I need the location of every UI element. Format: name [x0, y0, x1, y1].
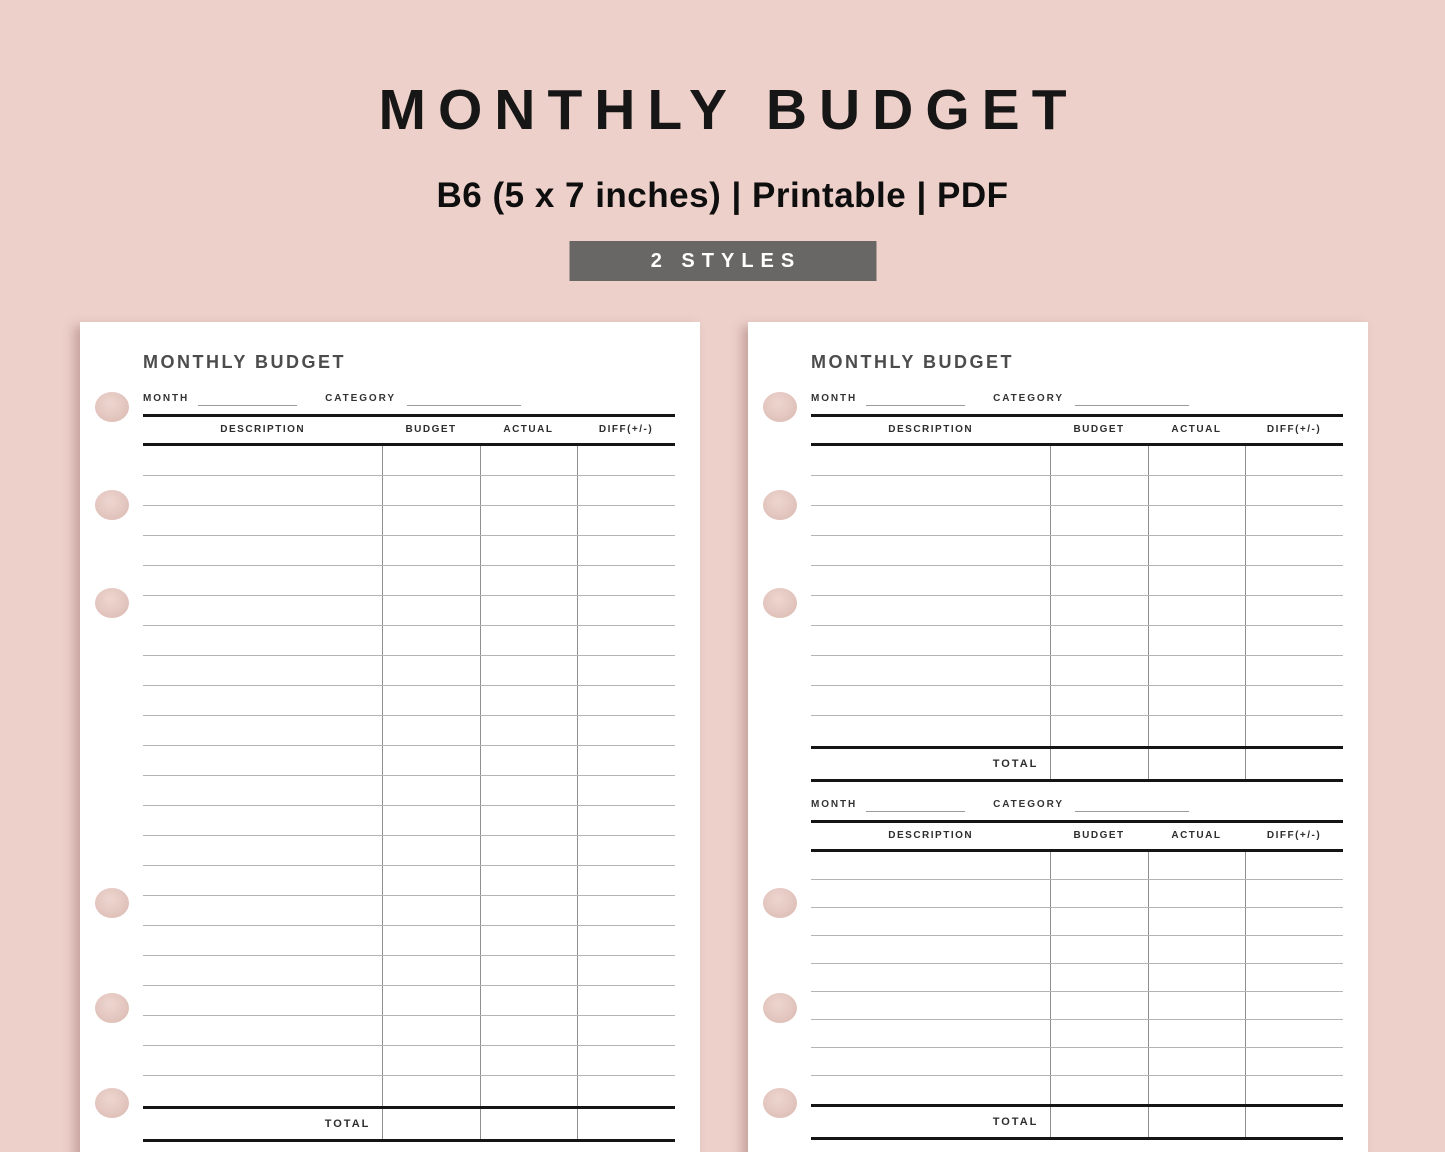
hero-subtitle: B6 (5 x 7 inches) | Printable | PDF: [436, 176, 1009, 215]
table-cell: [382, 686, 479, 715]
table-cell: [811, 536, 1050, 565]
table-cell: [480, 476, 577, 505]
total-diff-cell: [577, 1109, 675, 1139]
table-cell: [382, 896, 479, 925]
table-cell: [382, 746, 479, 775]
column-header-actual: ACTUAL: [1171, 424, 1222, 436]
table-cell: [577, 1046, 675, 1075]
table-cell: [577, 986, 675, 1015]
budget-table: [811, 820, 1343, 1140]
table-cell: [382, 626, 479, 655]
table-cell: [1050, 1076, 1147, 1104]
table-cell: [1245, 626, 1343, 655]
table-cell: [577, 746, 675, 775]
category-label: CATEGORY: [993, 798, 1064, 810]
planner-page-style-2: [748, 322, 1368, 1152]
table-row: [143, 956, 675, 986]
table-cell: [577, 536, 675, 565]
table-cell: [1050, 880, 1147, 907]
month-label: MONTH: [143, 392, 190, 404]
table-cell: [577, 446, 675, 475]
total-actual-cell: [1148, 749, 1245, 779]
binder-hole: [763, 888, 797, 918]
budget-table: [811, 414, 1343, 782]
table-cell: [1148, 936, 1245, 963]
table-row: [143, 776, 675, 806]
table-cell: [382, 776, 479, 805]
table-cell: [382, 716, 479, 745]
table-cell: [1050, 1048, 1147, 1075]
table-cell: [1148, 880, 1245, 907]
table-row: [143, 926, 675, 956]
table-cell: [577, 626, 675, 655]
binder-hole: [95, 993, 129, 1023]
table-cell: [382, 1076, 479, 1106]
table-cell: [577, 716, 675, 745]
table-cell: [577, 656, 675, 685]
table-row: [143, 656, 675, 686]
styles-badge: 2 STYLES: [569, 241, 876, 281]
column-header-budget: BUDGET: [1073, 830, 1125, 842]
table-cell: [1050, 596, 1147, 625]
table-cell: [577, 686, 675, 715]
table-cell: [811, 506, 1050, 535]
table-row: [811, 992, 1343, 1020]
table-row: [143, 986, 675, 1016]
table-cell: [577, 926, 675, 955]
table-cell: [1148, 992, 1245, 1019]
table-cell: [1245, 716, 1343, 746]
table-cell: [577, 566, 675, 595]
table-cell: [143, 836, 382, 865]
table-row: [143, 686, 675, 716]
table-cell: [811, 446, 1050, 475]
month-label: MONTH: [811, 392, 858, 404]
total-actual-cell: [480, 1109, 577, 1139]
total-budget-cell: [382, 1109, 479, 1139]
table-cell: [1148, 964, 1245, 991]
table-row: [143, 716, 675, 746]
table-row: [811, 476, 1343, 506]
table-cell: [382, 596, 479, 625]
column-header-actual: ACTUAL: [1171, 830, 1222, 842]
table-cell: [811, 686, 1050, 715]
table-cell: [480, 866, 577, 895]
table-body: [143, 446, 675, 1106]
month-category-row: [143, 388, 675, 406]
table-cell: [480, 656, 577, 685]
month-category-row: [811, 794, 1343, 812]
table-cell: [382, 986, 479, 1015]
table-cell: [1148, 852, 1245, 879]
table-row: [143, 446, 675, 476]
table-cell: [480, 1076, 577, 1106]
table-cell: [143, 806, 382, 835]
table-cell: [480, 776, 577, 805]
table-row: [811, 852, 1343, 880]
table-cell: [1148, 1076, 1245, 1104]
binder-hole: [763, 993, 797, 1023]
table-row: [143, 866, 675, 896]
table-row: [143, 596, 675, 626]
month-category-row: [811, 388, 1343, 406]
table-cell: [382, 866, 479, 895]
table-row: [143, 896, 675, 926]
table-cell: [382, 656, 479, 685]
table-cell: [1245, 880, 1343, 907]
column-header-diff: DIFF(+/-): [598, 424, 654, 436]
column-header-actual: ACTUAL: [503, 424, 554, 436]
binder-hole: [763, 392, 797, 422]
table-cell: [1245, 686, 1343, 715]
table-cell: [143, 746, 382, 775]
table-cell: [480, 806, 577, 835]
hero-title: MONTHLY BUDGET: [378, 78, 1079, 142]
table-row: [811, 686, 1343, 716]
total-label: TOTAL: [992, 757, 1039, 770]
table-cell: [811, 936, 1050, 963]
table-cell: [143, 686, 382, 715]
month-fill-in-line: [866, 798, 965, 812]
table-cell: [143, 896, 382, 925]
table-cell: [1245, 1048, 1343, 1075]
table-cell: [143, 716, 382, 745]
table-cell: [480, 836, 577, 865]
table-row: [811, 536, 1343, 566]
table-cell: [1050, 992, 1147, 1019]
table-cell: [382, 836, 479, 865]
table-cell: [1245, 1076, 1343, 1104]
table-cell: [1050, 626, 1147, 655]
table-cell: [143, 656, 382, 685]
table-cell: [1245, 852, 1343, 879]
table-row: [811, 626, 1343, 656]
table-row: [811, 936, 1343, 964]
table-cell: [811, 716, 1050, 746]
table-cell: [811, 1048, 1050, 1075]
table-cell: [480, 566, 577, 595]
table-cell: [1050, 656, 1147, 685]
table-cell: [382, 566, 479, 595]
table-cell: [143, 1016, 382, 1045]
table-cell: [1148, 1020, 1245, 1047]
table-cell: [480, 506, 577, 535]
table-cell: [1245, 908, 1343, 935]
table-row: [143, 836, 675, 866]
table-cell: [1050, 446, 1147, 475]
table-cell: [1148, 1048, 1245, 1075]
month-label: MONTH: [811, 798, 858, 810]
table-cell: [1148, 476, 1245, 505]
month-fill-in-line: [866, 392, 965, 406]
table-cell: [1148, 908, 1245, 935]
table-row: [143, 746, 675, 776]
table-cell: [577, 1076, 675, 1106]
column-header-budget: BUDGET: [1073, 424, 1125, 436]
table-cell: [577, 866, 675, 895]
total-label: TOTAL: [992, 1115, 1039, 1128]
table-cell: [577, 596, 675, 625]
table-row: [143, 536, 675, 566]
table-cell: [811, 596, 1050, 625]
table-cell: [577, 776, 675, 805]
table-cell: [480, 446, 577, 475]
table-cell: [577, 1016, 675, 1045]
table-cell: [143, 1046, 382, 1075]
table-cell: [1050, 506, 1147, 535]
table-cell: [1050, 566, 1147, 595]
table-cell: [1050, 964, 1147, 991]
table-row: [811, 446, 1343, 476]
table-cell: [811, 1020, 1050, 1047]
page-title: MONTHLY BUDGET: [143, 352, 347, 372]
column-header-diff: DIFF(+/-): [1266, 830, 1322, 842]
binder-hole: [95, 1088, 129, 1118]
table-cell: [1050, 908, 1147, 935]
table-cell: [480, 746, 577, 775]
category-label: CATEGORY: [993, 392, 1064, 404]
table-cell: [143, 926, 382, 955]
table-cell: [811, 964, 1050, 991]
table-cell: [143, 986, 382, 1015]
table-cell: [577, 836, 675, 865]
table-row: [811, 506, 1343, 536]
total-budget-cell: [1050, 749, 1147, 779]
table-cell: [1245, 566, 1343, 595]
table-cell: [1245, 1020, 1343, 1047]
table-row: [811, 1020, 1343, 1048]
table-cell: [1148, 596, 1245, 625]
table-cell: [143, 536, 382, 565]
table-cell: [1050, 852, 1147, 879]
table-row: [143, 806, 675, 836]
total-row: [143, 1106, 675, 1142]
table-cell: [1245, 936, 1343, 963]
table-cell: [577, 956, 675, 985]
column-header-diff: DIFF(+/-): [1266, 424, 1322, 436]
binder-hole: [95, 490, 129, 520]
total-row: [811, 746, 1343, 782]
table-cell: [811, 476, 1050, 505]
table-cell: [382, 506, 479, 535]
table-row: [143, 1076, 675, 1106]
table-cell: [811, 992, 1050, 1019]
table-header-row: [811, 417, 1343, 446]
table-cell: [480, 1046, 577, 1075]
table-cell: [1148, 506, 1245, 535]
table-cell: [1148, 536, 1245, 565]
table-cell: [1050, 686, 1147, 715]
table-cell: [577, 806, 675, 835]
table-cell: [143, 956, 382, 985]
table-cell: [811, 566, 1050, 595]
table-cell: [480, 1016, 577, 1045]
budget-table: [143, 414, 675, 1142]
table-cell: [480, 986, 577, 1015]
table-cell: [382, 476, 479, 505]
table-row: [811, 566, 1343, 596]
table-row: [143, 626, 675, 656]
table-cell: [382, 956, 479, 985]
table-cell: [811, 1076, 1050, 1104]
month-fill-in-line: [198, 392, 297, 406]
table-cell: [143, 866, 382, 895]
total-actual-cell: [1148, 1107, 1245, 1137]
table-cell: [1245, 656, 1343, 685]
table-cell: [1245, 964, 1343, 991]
table-cell: [1148, 716, 1245, 746]
table-header-row: [143, 417, 675, 446]
table-cell: [143, 1076, 382, 1106]
table-cell: [577, 896, 675, 925]
column-header-budget: BUDGET: [405, 424, 457, 436]
table-cell: [480, 536, 577, 565]
table-cell: [382, 1046, 479, 1075]
column-header-description: DESCRIPTION: [888, 424, 974, 436]
table-row: [811, 880, 1343, 908]
table-cell: [1050, 536, 1147, 565]
binder-hole: [763, 1088, 797, 1118]
table-cell: [1148, 626, 1245, 655]
table-cell: [382, 1016, 479, 1045]
table-cell: [143, 446, 382, 475]
category-fill-in-line: [407, 392, 521, 406]
binder-hole: [95, 392, 129, 422]
table-cell: [811, 908, 1050, 935]
table-cell: [480, 896, 577, 925]
table-row: [143, 1046, 675, 1076]
table-cell: [1148, 656, 1245, 685]
table-cell: [480, 716, 577, 745]
table-row: [811, 908, 1343, 936]
binder-hole: [95, 588, 129, 618]
table-row: [811, 1048, 1343, 1076]
table-body: [811, 852, 1343, 1104]
table-cell: [143, 626, 382, 655]
binder-hole: [763, 588, 797, 618]
table-cell: [143, 506, 382, 535]
table-row: [143, 566, 675, 596]
total-diff-cell: [1245, 749, 1343, 779]
table-cell: [1148, 686, 1245, 715]
table-row: [811, 656, 1343, 686]
table-row: [143, 1016, 675, 1046]
binder-hole: [95, 888, 129, 918]
table-cell: [143, 776, 382, 805]
column-header-description: DESCRIPTION: [888, 830, 974, 842]
table-cell: [143, 566, 382, 595]
table-cell: [382, 926, 479, 955]
table-row: [811, 716, 1343, 746]
table-cell: [480, 596, 577, 625]
table-cell: [1245, 506, 1343, 535]
total-row: [811, 1104, 1343, 1140]
table-cell: [1245, 992, 1343, 1019]
table-cell: [480, 686, 577, 715]
total-diff-cell: [1245, 1107, 1343, 1137]
table-cell: [811, 656, 1050, 685]
planner-page-style-1: [80, 322, 700, 1152]
category-fill-in-line: [1075, 798, 1189, 812]
table-cell: [480, 926, 577, 955]
table-header-row: [811, 823, 1343, 852]
table-cell: [1050, 1020, 1147, 1047]
category-fill-in-line: [1075, 392, 1189, 406]
table-cell: [1148, 446, 1245, 475]
table-cell: [577, 476, 675, 505]
table-cell: [1050, 936, 1147, 963]
table-cell: [143, 476, 382, 505]
table-cell: [382, 536, 479, 565]
binder-hole: [763, 490, 797, 520]
table-cell: [577, 506, 675, 535]
table-cell: [1050, 716, 1147, 746]
page-title: MONTHLY BUDGET: [811, 352, 1015, 372]
column-header-description: DESCRIPTION: [220, 424, 306, 436]
table-cell: [811, 880, 1050, 907]
table-row: [811, 596, 1343, 626]
table-cell: [1245, 446, 1343, 475]
table-cell: [1050, 476, 1147, 505]
table-row: [811, 964, 1343, 992]
table-cell: [1245, 596, 1343, 625]
table-cell: [382, 806, 479, 835]
table-cell: [1148, 566, 1245, 595]
total-budget-cell: [1050, 1107, 1147, 1137]
table-cell: [382, 446, 479, 475]
table-row: [143, 476, 675, 506]
table-cell: [1245, 536, 1343, 565]
table-row: [811, 1076, 1343, 1104]
table-body: [811, 446, 1343, 746]
table-cell: [811, 626, 1050, 655]
table-cell: [480, 626, 577, 655]
table-cell: [811, 852, 1050, 879]
category-label: CATEGORY: [325, 392, 396, 404]
table-cell: [1245, 476, 1343, 505]
total-label: TOTAL: [324, 1117, 371, 1130]
table-cell: [480, 956, 577, 985]
table-cell: [143, 596, 382, 625]
table-row: [143, 506, 675, 536]
